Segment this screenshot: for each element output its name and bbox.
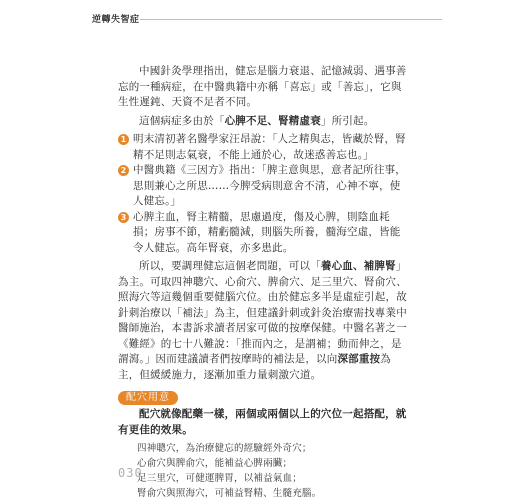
- verse-line: 心俞穴與脾俞穴，能補益心脾兩臟；: [137, 458, 293, 469]
- cause-list: [118, 132, 410, 256]
- treatment-highlight-pressure: 深部重按: [337, 353, 381, 365]
- treatment-highlight: 養心血、補脾腎: [320, 260, 396, 272]
- cause-highlight: 心脾不足、腎精虛衰: [224, 114, 321, 127]
- cause-suffix: 」所引起。: [320, 114, 375, 127]
- list-number-badge: 1: [118, 134, 129, 145]
- acupoint-verse: [118, 441, 410, 501]
- list-item-text: 明末清初著名醫學家汪昂說：「人之精與志，皆藏於腎，腎精不足則志氣衰，不能上通於心，故迷惑善忘也。」: [133, 133, 406, 161]
- list-item: [118, 210, 410, 257]
- cause-prefix: 這個病症多由於「: [139, 114, 225, 127]
- paragraph-intro: 中國針灸學理指出，健忘是腦力衰退、記憶減弱、遇事善忘的一種病症，在中醫典籍中亦稱「喜忘」或「善忘」，它與生性遲鈍、天資不足者不同。: [118, 65, 407, 108]
- list-item: [118, 163, 410, 210]
- treatment-prefix: 所以，要調理健忘這個老問題，可以「: [139, 260, 321, 272]
- section-lead: 配穴就像配藥一樣，兩個或兩個以上的穴位一起搭配，就有更佳的效果。: [118, 408, 407, 436]
- page-content: [118, 64, 410, 501]
- verse-line: 腎俞穴與照海穴，可補益腎精、生髓充腦。: [137, 488, 322, 499]
- list-number-badge: 3: [118, 212, 129, 223]
- section-tag: 配穴用意: [118, 391, 178, 405]
- page-number: 030: [118, 466, 143, 480]
- paragraph-cause: [118, 114, 410, 130]
- list-item-text: 心脾主血，腎主精髓，思慮過度，傷及心脾，則陰血耗損；房事不節，精虧髓減，則腦失所養，髓海空虛，皆能令人健忘。高年腎衰，亦多患此。: [133, 210, 401, 254]
- list-number-badge: 2: [118, 165, 129, 176]
- header-rule: [140, 19, 442, 20]
- running-head-title: 逆轉失智症: [92, 15, 140, 25]
- list-item-text: 中醫典籍《三因方》指出：「脾主意與思，意者記所往事，思則兼心之所思……今脾受病則意舍不清，心神不寧，使人健忘。」: [133, 164, 406, 207]
- verse-line: 四神聰穴，為治療健忘的經驗經外奇穴；: [137, 443, 312, 454]
- treatment-mid: 」為主。可取四神聰穴、心俞穴、脾俞穴、足三里穴、腎俞穴、照海穴等這幾個重要健腦穴位。由於健忘多半是虛症引起，故針刺治療以「補法」為主，但建議針刺或針灸治療需找專業中醫師施治，本書訴求讀者居家可做的按摩保健。中醫名著之一《難經》的七十八難說：「推而內之，是謂補；動而伸之，是謂瀉。」因而建議讀者們按摩時的補法是，以向: [118, 260, 407, 365]
- list-item: [118, 132, 410, 163]
- paragraph-treatment: [118, 259, 410, 383]
- treatment-suffix: 為主，但緩緩施力，逐漸加重力量刺激穴道。: [118, 353, 391, 381]
- verse-line: 足三里穴，可健運脾胃，以補益氣血；: [137, 473, 302, 484]
